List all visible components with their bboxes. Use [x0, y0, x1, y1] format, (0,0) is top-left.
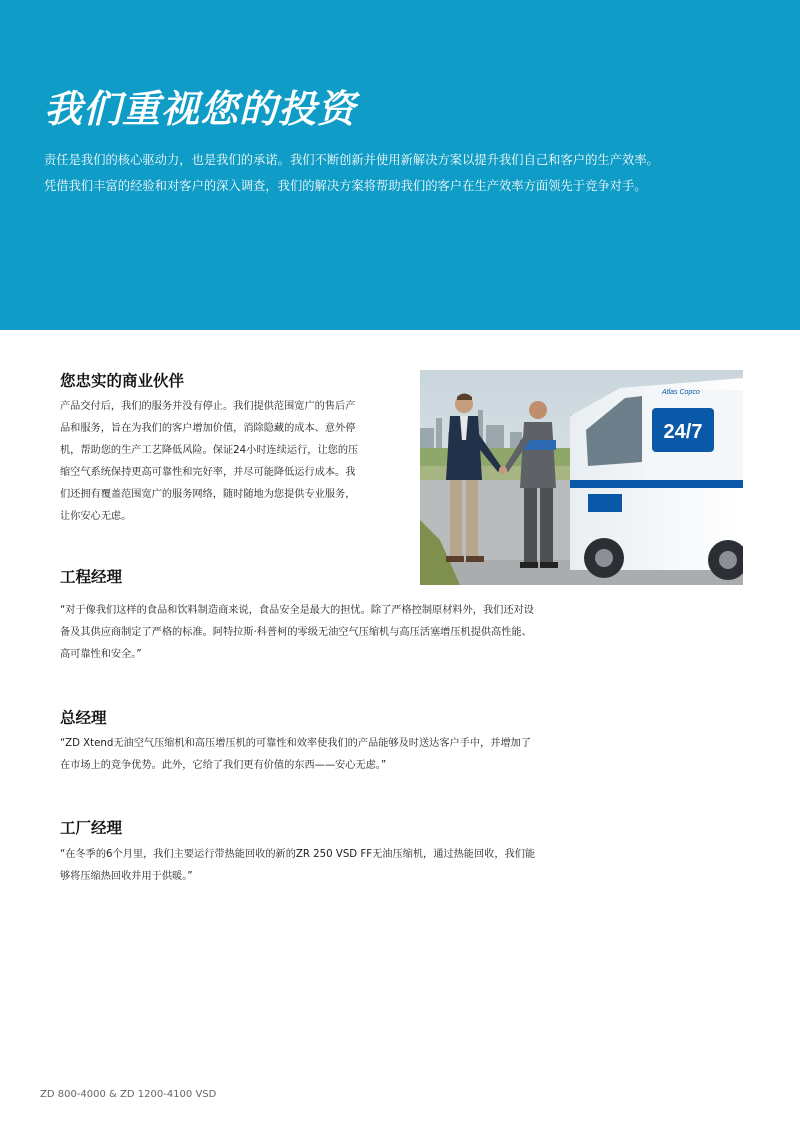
- hero-intro-line-1: 责任是我们的核心驱动力，也是我们的承诺。我们不断创新并使用新解决方案以提升我们自己和客户的生产效率。: [44, 153, 659, 167]
- partner-line: 产品交付后，我们的服务并没有停止。我们提供范围宽广的售后产: [60, 401, 356, 412]
- partner-line: 机，帮助您的生产工艺降低风险。保证24小时连续运行，让您的压: [60, 445, 359, 456]
- footer-model-label: ZD 800-4000 & ZD 1200-4100 VSD: [40, 1089, 217, 1100]
- general-manager-heading: 总经理: [60, 709, 107, 727]
- partner-line: 让你安心无虑。: [60, 511, 132, 522]
- hero-intro-line-2: 凭借我们丰富的经验和对客户的深入调查，我们的解决方案将帮助我们的客户在生产效率方面领先于竞争对手。: [44, 179, 647, 193]
- engineering-quote-line: 备及其供应商制定了严格的标准。阿特拉斯·科普柯的零级无油空气压缩机与高压活塞增压机提供高性能、: [60, 627, 532, 638]
- hero-banner: [0, 0, 800, 330]
- van-graphic: [570, 378, 743, 580]
- engineering-quote: [60, 600, 534, 666]
- engineering-quote-line: “对于像我们这样的食品和饮料制造商来说，食品安全是最大的担忧。除了严格控制原材料外，我们还对设: [60, 605, 534, 616]
- partner-line: 缩空气系统保持更高可靠性和完好率，并尽可能降低运行成本。我: [60, 467, 356, 478]
- service-photo: [420, 370, 743, 585]
- engineering-manager-heading: 工程经理: [60, 568, 123, 586]
- plant-quote-line: 够将压缩热回收并用于供暖。”: [60, 871, 193, 882]
- van-service-label: 24/7: [663, 421, 703, 443]
- partner-heading: 您忠实的商业伙伴: [60, 372, 185, 390]
- plant-quote-line: “在冬季的6个月里，我们主要运行带热能回收的新的ZR 250 VSD FF无油压缩机，通过热能回收，我们能: [60, 849, 536, 860]
- general-quote-line: “ZD Xtend无油空气压缩机和高压增压机的可靠性和效率使我们的产品能够及时送达客户手中，并增加了: [60, 738, 532, 749]
- handshake-van-illustration: [420, 370, 743, 585]
- hero-title: 我们重视您的投资: [44, 87, 357, 131]
- plant-manager-heading: 工厂经理: [60, 819, 123, 837]
- engineering-quote-line: 高可靠性和安全。”: [60, 649, 142, 660]
- partner-paragraph: [60, 396, 358, 528]
- general-quote-line: 在市场上的竞争优势。此外，它给了我们更有价值的东西——安心无虑。”: [60, 760, 387, 771]
- general-manager-quote: [60, 733, 531, 777]
- partner-line: 们还拥有覆盖范围宽广的服务网络，随时随地为您提供专业服务，: [60, 489, 356, 500]
- van-brand-label: Atlas Copco: [662, 389, 700, 396]
- partner-line: 品和服务，旨在为我们的客户增加价值，消除隐藏的成本、意外停: [60, 423, 356, 434]
- plant-manager-quote: [60, 844, 535, 888]
